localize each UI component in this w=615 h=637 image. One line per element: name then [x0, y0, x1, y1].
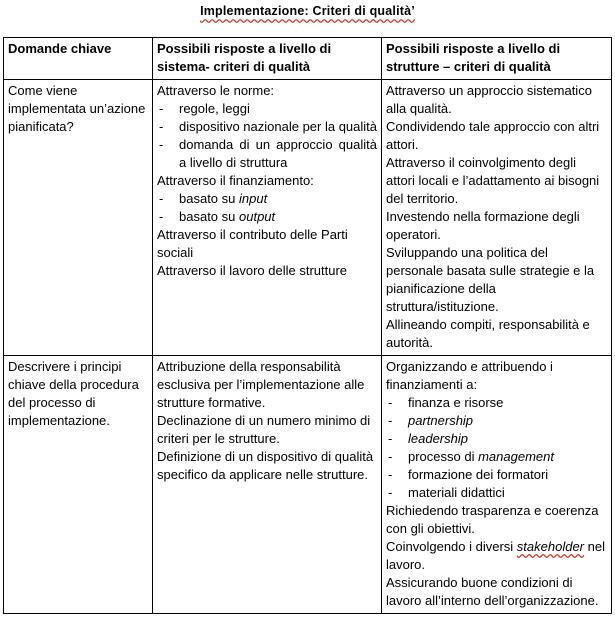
list-item: - partnership	[386, 412, 607, 430]
funding-list	[157, 190, 377, 226]
stakeholder-text: Coinvolgendo i diversi stakeholder nel lavoro.	[386, 539, 605, 572]
norms-list	[157, 100, 377, 172]
structures-text: Attraverso il lavoro delle strutture	[157, 263, 348, 278]
conditions-text: Assicurando buone condizioni di lavoro all’interno dell’organizzazione.	[386, 575, 599, 608]
table-header-row	[4, 38, 612, 80]
paragraph: Attraverso il coinvolgimento degli attori locali e l’adattamento ai bisogni del territorio.	[386, 155, 600, 206]
list-item: - formazione dei formatori	[386, 466, 607, 484]
list-item: - dispositivo nazionale per la qualità	[157, 118, 377, 136]
list-item: - regole, leggi	[157, 100, 377, 118]
list-item: - domanda di un approccio qualità a livello di struttura	[157, 136, 377, 172]
list-item: - materiali didattici	[386, 484, 607, 502]
row1-structure-answers	[382, 80, 612, 356]
row1-system-answers	[153, 80, 382, 356]
table-row	[4, 356, 612, 614]
paragraph: Investendo nella formazione degli operatori.	[386, 209, 580, 242]
document-title: Implementazione: Criteri di qualità’	[200, 4, 415, 18]
list-item: - basato su output	[157, 208, 377, 226]
table-row	[4, 80, 612, 356]
header-structure-level: Possibili risposte a livello di strutture – criteri di qualità	[382, 38, 612, 80]
list-item: - processo di management	[386, 448, 607, 466]
header-key-questions: Domande chiave	[4, 38, 153, 80]
row2-structure-answers	[382, 356, 612, 614]
quality-criteria-table	[3, 37, 612, 614]
header-system-level: Possibili risposte a livello di sistema- criteri di qualità	[153, 38, 382, 80]
financing-intro: Organizzando e attribuendo i finanziamenti a:	[386, 359, 553, 392]
paragraph: Attraverso un approccio sistematico alla qualità.	[386, 83, 592, 116]
partners-text: Attraverso il contributo delle Parti sociali	[157, 227, 348, 260]
paragraph: Condividendo tale approccio con altri attori.	[386, 119, 600, 152]
list-item: - leadership	[386, 430, 607, 448]
list-item: - basato su input	[157, 190, 377, 208]
row2-question: Descrivere i principi chiave della procedura del processo di implementazione.	[4, 356, 153, 614]
paragraph: Declinazione di un numero minimo di criteri per le strutture.	[157, 413, 371, 446]
row1-question: Come viene implementata un’azione pianificata?	[4, 80, 153, 356]
norms-intro: Attraverso le norme:	[157, 83, 275, 98]
paragraph: Definizione di un dispositivo di qualità specifico da applicare nelle strutture.	[157, 449, 374, 482]
paragraph: Attribuzione della responsabilità esclusiva per l’implementazione alle strutture formative.	[157, 359, 365, 410]
transparency-text: Richiedendo trasparenza e coerenza con gli obiettivi.	[386, 503, 599, 536]
paragraph: Allineando compiti, responsabilità e autorità.	[386, 317, 590, 350]
financing-list	[386, 394, 607, 502]
paragraph: Sviluppando una politica del personale basata sulle strategie e la pianificazione della struttura/istituzione.	[386, 245, 595, 314]
list-item: - finanza e risorse	[386, 394, 607, 412]
row2-system-answers	[153, 356, 382, 614]
funding-intro: Attraverso il finanziamento:	[157, 173, 314, 188]
